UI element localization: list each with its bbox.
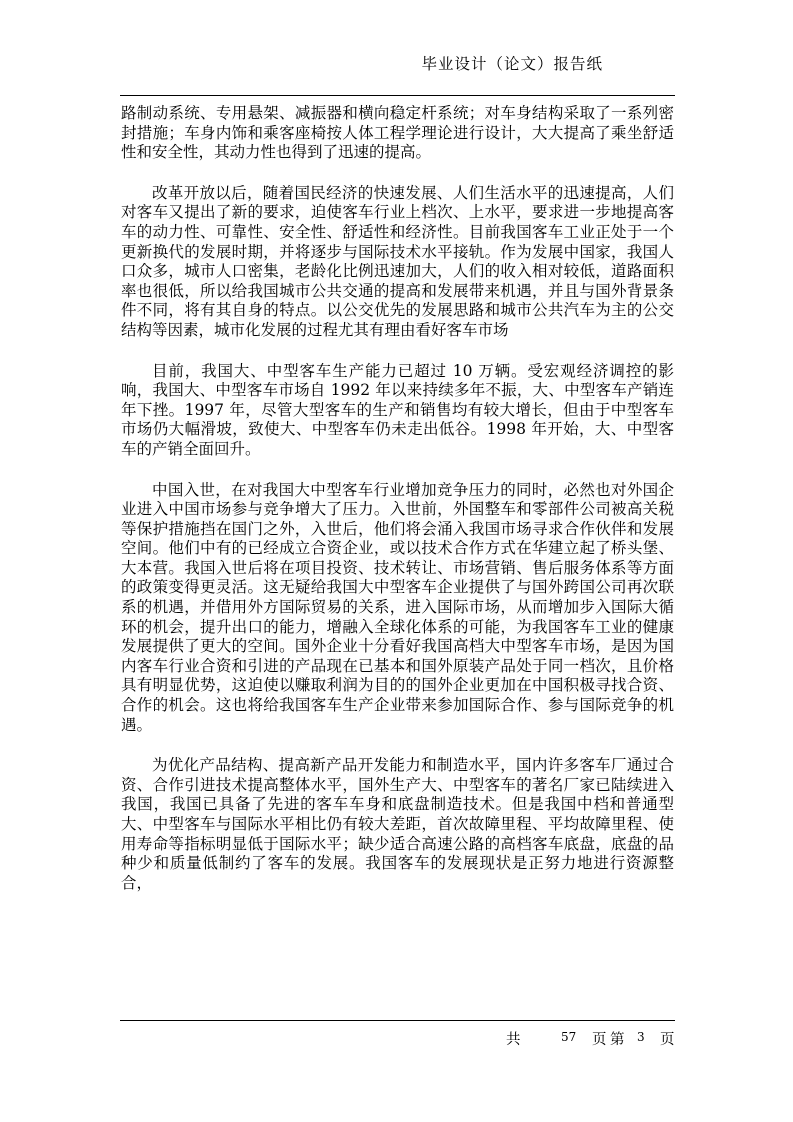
- footer-rule: [120, 1020, 675, 1021]
- document-body: [121, 104, 674, 914]
- paragraph: 为优化产品结构、提高新产品开发能力和制造水平，国内许多客车厂通过合资、合作引进技术提高整体水平，国外生产大、中型客车的著名厂家已陆续进入我国，我国已具备了先进的客车车身和底盘制造技术。但是我国中档和普通型大、中型客车与国际水平相比仍有较大差距，首次故障里程、平均故障里程、使用寿命等指标明显低于国际水平；缺少适合高速公路的高档客车底盘，底盘的品种少和质量低制约了客车的发展。我国客车的发展现状是正努力地进行资源整合，: [121, 756, 674, 892]
- footer-page-unit: 页: [592, 1032, 607, 1048]
- header-rule: [120, 95, 675, 96]
- page-header-title: 毕业设计（论文）报告纸: [421, 55, 603, 73]
- footer-current-label: 第: [610, 1032, 625, 1048]
- paragraph: 中国入世，在对我国大中型客车行业增加竞争压力的同时，必然也对外国企业进入中国市场参与竞争增大了压力。入世前，外国整车和零部件公司被高关税等保护措施挡在国门之外，入世后，他们将会涌入我国市场寻求合作伙伴和发展空间。他们中有的已经成立合资企业，或以技术合作方式在华建立起了桥头堡、大本营。我国入世后将在项目投资、技术转让、市场营销、售后服务体系等方面的政策变得更灵活。这无疑给我国大中型客车企业提供了与国外跨国公司再次联系的机遇，并借用外方国际贸易的关系，进入国际市场，从而增加步入国际大循环的机会，提升出口的能力，增融入全球化体系的可能，为我国客车工业的健康发展提供了更大的空间。国外企业十分看好我国高档大中型客车市场，是因为国内客车行业合资和引进的产品现在已基本和国外原装产品处于同一档次，且价格具有明显优势，这迫使以赚取利润为目的的国外企业更加在中国积极寻找合资、合作的机会。这也将给我国客车生产企业带来参加国际合作、参与国际竞争的机遇。: [121, 480, 674, 734]
- footer-current-page: 3: [637, 1030, 645, 1044]
- paragraph: 改革开放以后，随着国民经济的快速发展、人们生活水平的迅速提高，人们对客车又提出了新的要求，迫使客车行业上档次、上水平，要求进一步地提高客车的动力性、可靠性、安全性、舒适性和经济性。目前我国客车工业正处于一个更新换代的发展时期，并将逐步与国际技术水平接轨。作为发展中国家，我国人口众多，城市人口密集，老龄化比例迅速加大，人们的收入相对较低，道路面积率也很低，所以给我国城市公共交通的提高和发展带来机遇，并且与国外背景条件不同，将有其自身的特点。以公交优先的发展思路和城市公共汽车为主的公交结构等因素，城市化发展的过程尤其有理由看好客车市场: [121, 183, 674, 339]
- paragraph: 目前，我国大、中型客车生产能力已超过 10 万辆。受宏观经济调控的影响，我国大、中型客车市场自 1992 年以来持续多年不振，大、中型客车产销连年下挫。1997 年，尽管大型客车的生产和销售均有较大增长，但由于中型客车市场仍大幅滑坡，致使大、中型客车仍未走出低谷。1998 年开始，大、中型客车的产销全面回升。: [121, 361, 674, 458]
- paragraph: 路制动系统、专用悬架、减振器和横向稳定杆系统；对车身结构采取了一系列密封措施；车身内饰和乘客座椅按人体工程学理论进行设计，大大提高了乘坐舒适性和安全性，其动力性也得到了迅速的提高。: [121, 104, 674, 162]
- footer-total-pages: 57: [561, 1030, 577, 1044]
- footer-total-label: 共: [506, 1032, 521, 1048]
- footer-page-unit: 页: [660, 1032, 675, 1048]
